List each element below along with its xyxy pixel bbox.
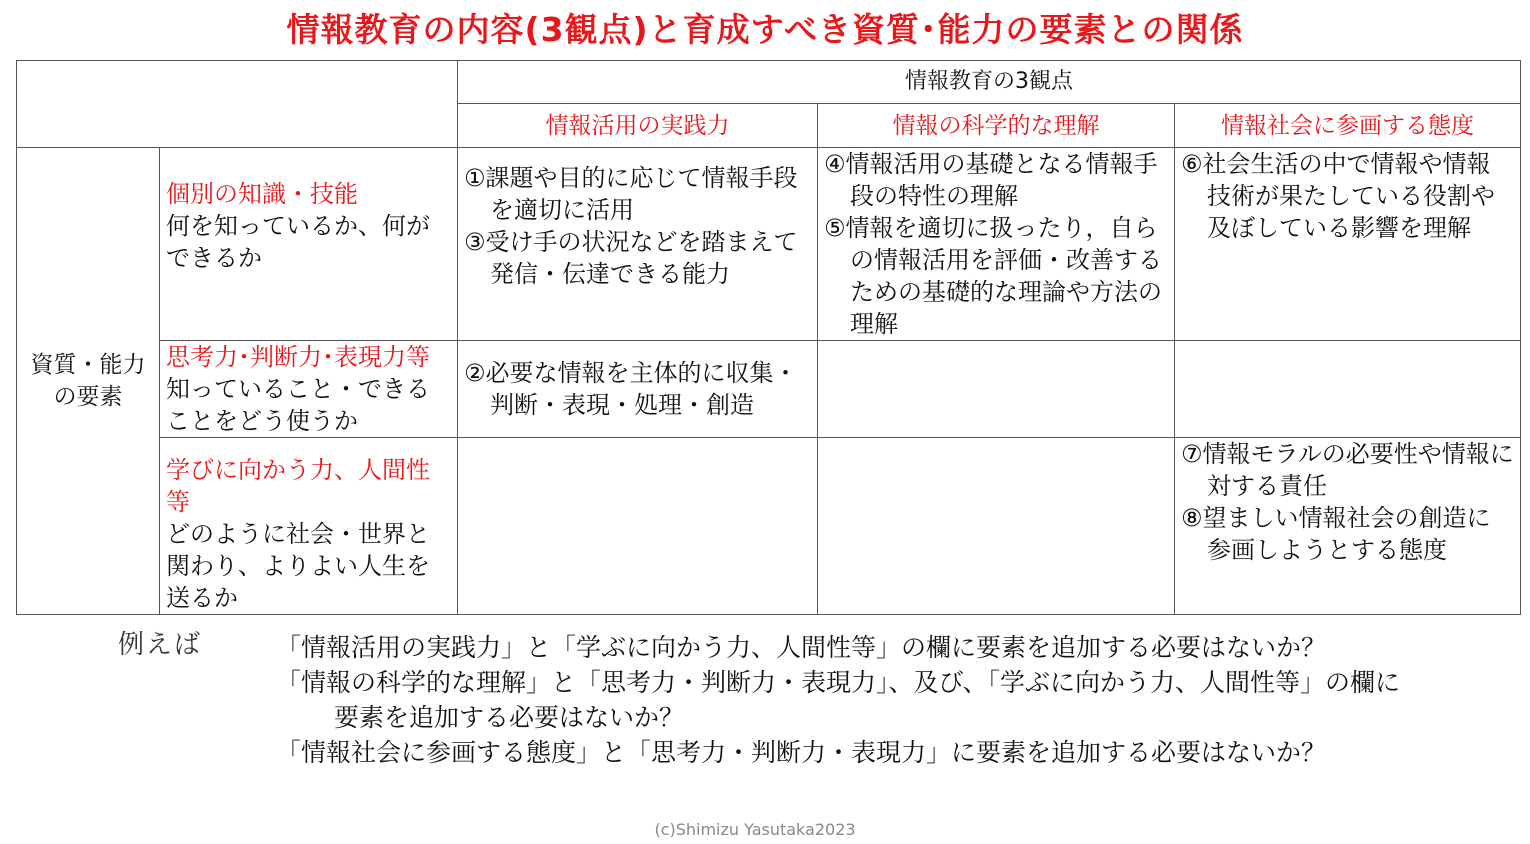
table-cell <box>1175 148 1521 341</box>
relationship-table <box>16 60 1521 615</box>
notes-lines <box>276 630 1400 770</box>
header-corner <box>17 61 458 148</box>
table-cell <box>1175 438 1521 615</box>
notes-label: 例えば <box>118 630 203 660</box>
table-cell <box>458 341 818 438</box>
table-cell <box>818 438 1175 615</box>
list-item: ②必要な情報を主体的に収集・判断・表現・処理・創造 <box>464 359 798 419</box>
list-item: ⑥社会生活の中で情報や情報技術が果たしている役割や及ぼしている影響を理解 <box>1181 150 1495 242</box>
table-cell <box>1175 341 1521 438</box>
table-cell <box>818 148 1175 341</box>
list-item: ⑧望ましい情報社会の創造に参画しようとする態度 <box>1181 504 1491 564</box>
list-item: ③受け手の状況などを踏まえて発信・伝達できる能力 <box>464 228 798 288</box>
header-main: 情報教育の3観点 <box>458 61 1521 104</box>
row-header-attitude <box>160 438 458 615</box>
note-line: 「情報活用の実践力」と「学ぶに向かう力、人間性等」の欄に要素を追加する必要はないか？ <box>276 633 1327 662</box>
row-desc: 何を知っているか、何ができるか <box>166 212 430 272</box>
table-cell <box>458 438 818 615</box>
column-header-practice: 情報活用の実践力 <box>458 104 818 148</box>
note-line: 「情報の科学的な理解」と「思考力・判断力・表現力」、及び、「学ぶに向かう力、人間性等」の欄に <box>276 668 1401 697</box>
row-desc: どのように社会・世界と関わり、よりよい人生を送るか <box>166 520 430 612</box>
list-item: ⑦情報モラルの必要性や情報に対する責任 <box>1181 440 1514 500</box>
note-line: 「情報社会に参画する態度」と「思考力・判断力・表現力」に要素を追加する必要はないか？ <box>276 738 1327 767</box>
row-group-label: 資質・能力 の要素 <box>17 148 160 615</box>
row-header-thinking <box>160 341 458 438</box>
row-label: 個別の知識・技能 <box>166 180 358 208</box>
table-cell <box>818 341 1175 438</box>
list-item: ⑤情報を適切に扱ったり，自らの情報活用を評価・改善するための基礎的な理論や方法の理解 <box>824 214 1162 338</box>
list-item: ④情報活用の基礎となる情報手段の特性の理解 <box>824 150 1158 210</box>
copyright: (c)Shimizu Yasutaka2023 <box>654 820 856 839</box>
note-line: 要素を追加する必要はないか？ <box>334 703 685 732</box>
row-header-knowledge <box>160 148 458 341</box>
column-header-society: 情報社会に参画する態度 <box>1175 104 1521 148</box>
row-desc: 知っていること・できることをどう使うか <box>166 375 430 435</box>
row-label: 思考力･判断力･表現力等 <box>166 343 430 371</box>
table-cell <box>458 148 818 341</box>
page-title: 情報教育の内容(3観点)と育成すべき資質･能力の要素との関係 <box>286 10 1244 49</box>
list-item: ①課題や目的に応じて情報手段を適切に活用 <box>464 164 798 224</box>
column-header-science: 情報の科学的な理解 <box>818 104 1175 148</box>
row-label: 学びに向かう力、人間性等 <box>166 456 430 516</box>
